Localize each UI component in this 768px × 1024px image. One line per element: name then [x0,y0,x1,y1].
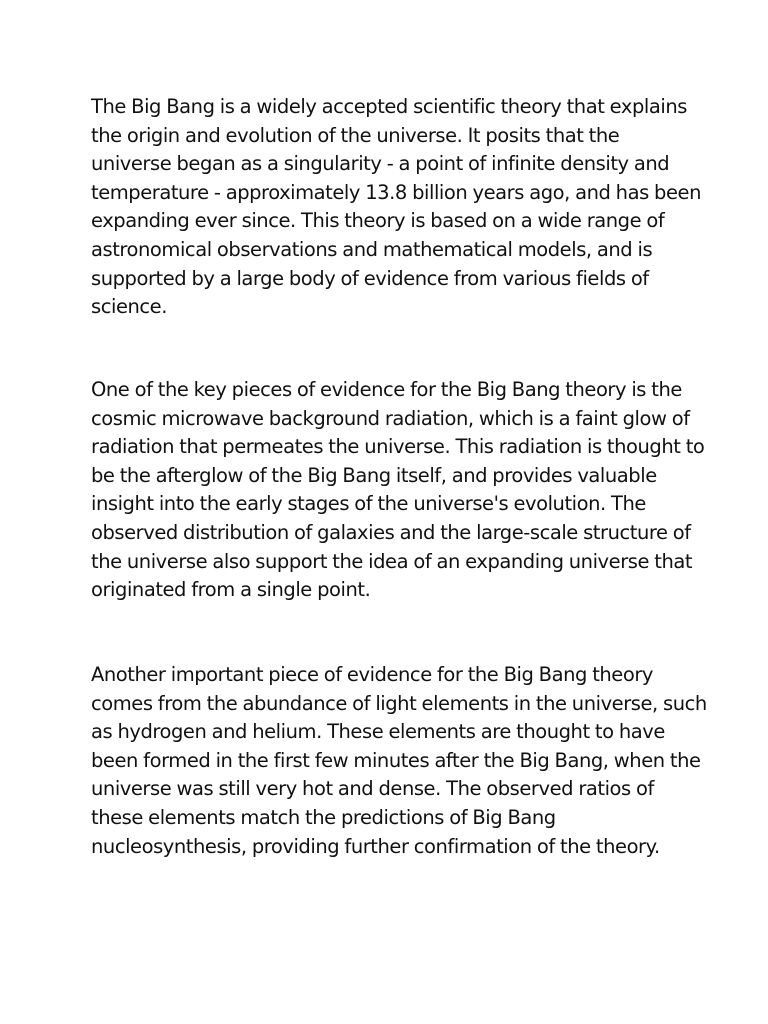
text-line: Another important piece of evidence for the Big Bang theory [91,663,653,686]
text-line: temperature - approximately 13.8 billion years ago, and has been [91,180,701,204]
text-line: expanding ever since. This theory is based on a wide range of [91,209,665,233]
text-line: these elements match the predictions of Big Bang [91,805,556,829]
text-line: One of the key pieces of evidence for the Big Bang theory is the [91,378,682,401]
text-line: nucleosynthesis, providing further confirmation of the theory. [91,834,660,858]
text-line: the universe also support the idea of an expanding universe that [91,549,693,573]
text-line: been formed in the first few minutes after the Big Bang, when the [91,748,701,772]
paragraph-cmb-evidence [91,376,705,605]
text-line: comes from the abundance of light elements in the universe, such [91,691,707,715]
text-line: The Big Bang is a widely accepted scientific theory that explains [91,95,687,118]
text-line: supported by a large body of evidence from various fields of [91,266,649,290]
paragraph-light-elements-evidence [91,661,707,861]
text-line: universe was still very hot and dense. The observed ratios of [91,777,654,801]
text-line: the origin and evolution of the universe. It posits that the [91,123,620,147]
text-line: radiation that permeates the universe. This radiation is thought to [91,435,705,459]
text-line: as hydrogen and helium. These elements are thought to have [91,720,665,744]
text-line: astronomical observations and mathematical models, and is [91,237,653,261]
text-line: be the afterglow of the Big Bang itself, and provides valuable [91,463,657,487]
text-line: science. [91,295,167,319]
text-line: universe began as a singularity - a point of infinite density and [91,152,670,176]
text-line: observed distribution of galaxies and the large-scale structure of [91,520,691,544]
text-line: originated from a single point. [91,578,371,602]
text-line: cosmic microwave background radiation, which is a faint glow of [91,406,690,430]
paragraph-big-bang-intro [91,93,701,322]
text-line: insight into the early stages of the universe's evolution. The [91,492,646,516]
